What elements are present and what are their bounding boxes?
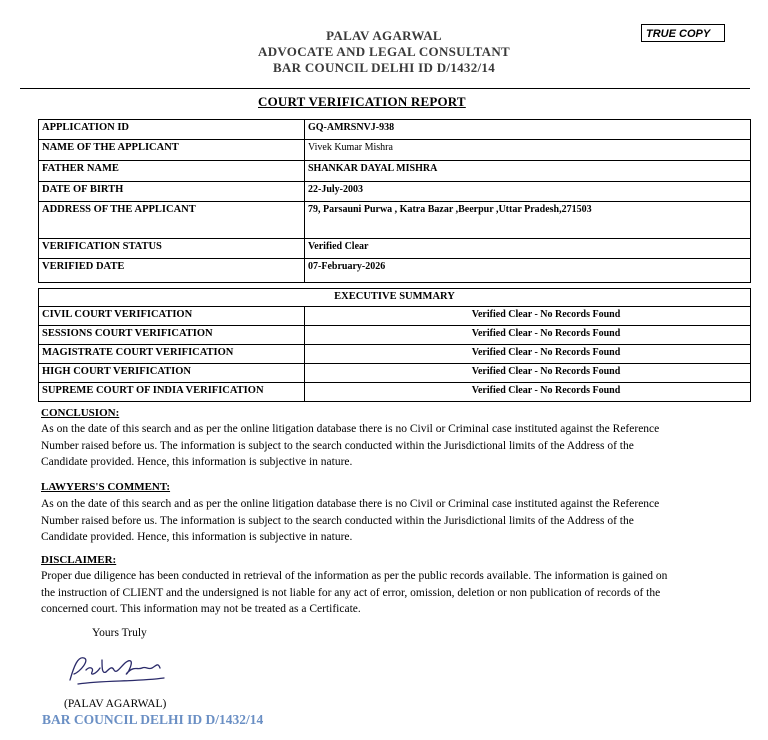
yours-truly: Yours Truly <box>92 627 147 639</box>
supreme-court-label: SUPREME COURT OF INDIA VERIFICATION <box>39 383 305 402</box>
details-row-address <box>39 202 751 239</box>
summary-row-civil-court <box>39 307 751 326</box>
disclaimer-line: the instruction of CLIENT and the undersigned is not liable for any act of error, omission, deletion or non publication of records of the <box>41 586 661 599</box>
disclaimer-line: concerned court. This information may not be treated as a Certificate. <box>41 603 361 615</box>
verification-status-label: VERIFICATION STATUS <box>39 239 305 259</box>
conclusion-line: As on the date of this search and as per the online litigation database there is no Civil or Criminal case instituted against the Reference <box>41 423 660 435</box>
applicant-details-table <box>38 119 751 283</box>
application-id-label: APPLICATION ID <box>39 120 305 140</box>
father-name-label: FATHER NAME <box>39 161 305 182</box>
signature-image <box>64 646 174 690</box>
details-row-verified-date <box>39 259 751 283</box>
lawyers-comment-text <box>41 496 741 546</box>
verified-date-value: 07-February-2026 <box>305 259 751 283</box>
disclaimer-line: Proper due diligence has been conducted in retrieval of the information as per the public records available. The information is gained on <box>41 570 668 582</box>
date-of-birth-label: DATE OF BIRTH <box>39 182 305 202</box>
report-title: COURT VERIFICATION REPORT <box>258 94 466 109</box>
executive-summary-heading: EXECUTIVE SUMMARY <box>39 289 751 307</box>
summary-row-supreme-court <box>39 383 751 402</box>
high-court-result: Verified Clear - No Records Found <box>305 364 751 383</box>
disclaimer-heading: DISCLAIMER: <box>41 554 117 566</box>
civil-court-result: Verified Clear - No Records Found <box>305 307 751 326</box>
details-row-application-id <box>39 120 751 140</box>
lawyers-comment-line: Candidate provided. Hence, this information is subjective in nature. <box>41 531 353 543</box>
verified-date-label: VERIFIED DATE <box>39 259 305 283</box>
details-row-father-name <box>39 161 751 182</box>
verification-status-value: Verified Clear <box>305 239 751 259</box>
details-row-date-of-birth <box>39 182 751 202</box>
sessions-court-label: SESSIONS COURT VERIFICATION <box>39 326 305 345</box>
supreme-court-result: Verified Clear - No Records Found <box>305 383 751 402</box>
summary-heading-row <box>39 289 751 307</box>
conclusion-heading: CONCLUSION: <box>41 407 120 419</box>
lawyers-comment-line: As on the date of this search and as per the online litigation database there is no Civil or Criminal case instituted against the Reference <box>41 498 660 510</box>
address-value: 79, Parsauni Purwa , Katra Bazar ,Beerpur ,Uttar Pradesh,271503 <box>305 202 751 239</box>
letterhead-bar-id: BAR COUNCIL DELHI ID D/1432/14 <box>272 60 496 75</box>
summary-row-high-court <box>39 364 751 383</box>
summary-row-sessions-court <box>39 326 751 345</box>
applicant-name-value: Vivek Kumar Mishra <box>305 140 751 161</box>
application-id-value: GQ-AMRSNVJ-938 <box>305 120 751 140</box>
sessions-court-result: Verified Clear - No Records Found <box>305 326 751 345</box>
letterhead-name: PALAV AGARWAL <box>326 28 442 43</box>
address-label: ADDRESS OF THE APPLICANT <box>39 202 305 239</box>
lawyers-comment-heading: LAWYERS'S COMMENT: <box>41 481 171 493</box>
disclaimer-text <box>41 568 741 618</box>
conclusion-text <box>41 421 741 471</box>
lawyers-comment-line: Number raised before us. The information is subject to the search conducted within the Jurisdictional limits of the Address of the <box>41 514 634 527</box>
details-row-applicant-name <box>39 140 751 161</box>
applicant-name-label: NAME OF THE APPLICANT <box>39 140 305 161</box>
summary-row-magistrate-court <box>39 345 751 364</box>
civil-court-label: CIVIL COURT VERIFICATION <box>39 307 305 326</box>
date-of-birth-value: 22-July-2003 <box>305 182 751 202</box>
father-name-value: SHANKAR DAYAL MISHRA <box>305 161 751 182</box>
details-row-verification-status <box>39 239 751 259</box>
magistrate-court-result: Verified Clear - No Records Found <box>305 345 751 364</box>
signatory-name: (PALAV AGARWAL) <box>64 698 167 710</box>
magistrate-court-label: MAGISTRATE COURT VERIFICATION <box>39 345 305 364</box>
conclusion-line: Candidate provided. Hence, this information is subjective in nature. <box>41 456 353 468</box>
header-divider <box>20 88 750 89</box>
signature-stroke <box>70 658 164 684</box>
high-court-label: HIGH COURT VERIFICATION <box>39 364 305 383</box>
signatory-bar-id: BAR COUNCIL DELHI ID D/1432/14 <box>42 712 264 727</box>
executive-summary-table <box>38 288 751 402</box>
true-copy-stamp: TRUE COPY <box>641 24 725 42</box>
conclusion-line: Number raised before us. The information is subject to the search conducted within the Jurisdictional limits of the Address of the <box>41 439 634 452</box>
letterhead-designation: ADVOCATE AND LEGAL CONSULTANT <box>258 44 510 59</box>
